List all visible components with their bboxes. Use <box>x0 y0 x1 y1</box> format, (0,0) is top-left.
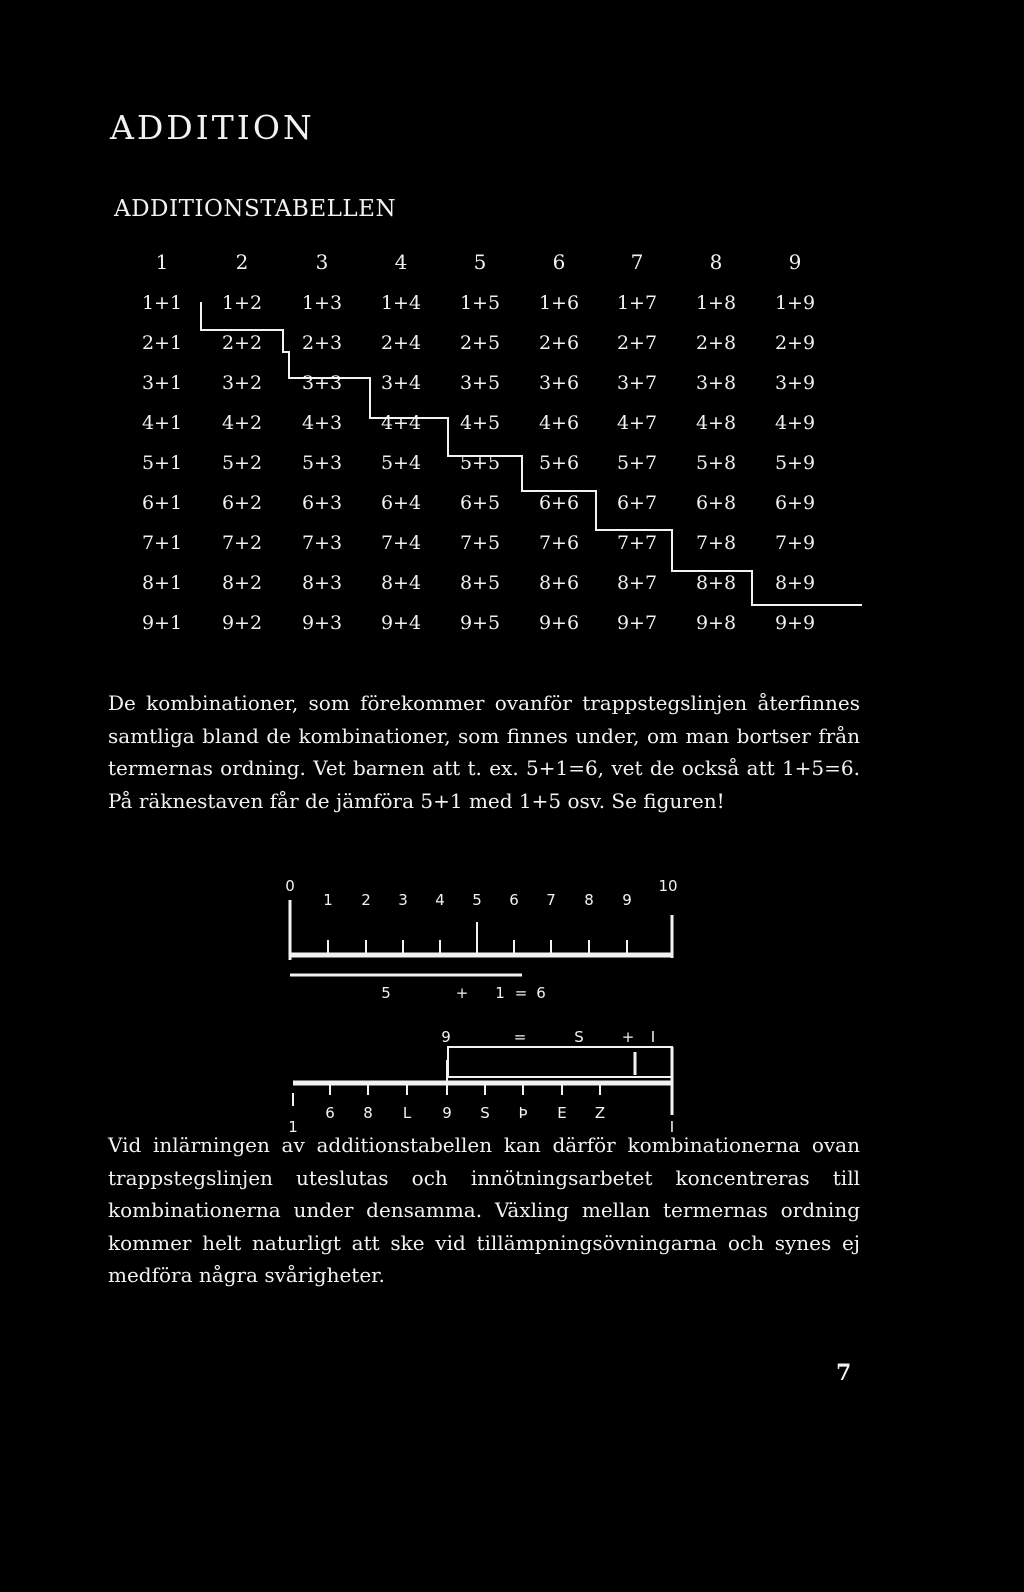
table-cell: 4+6 <box>538 412 580 434</box>
table-cell: 8+3 <box>301 572 343 594</box>
table-cell: 3+8 <box>695 372 737 394</box>
equation-term: 5 <box>381 984 391 1002</box>
table-cell: 9+3 <box>301 612 343 634</box>
table-cell: 8+9 <box>774 572 816 594</box>
rod-label: 9 <box>622 891 632 909</box>
table-cell: 9+5 <box>459 612 501 634</box>
column-header: 2 <box>235 250 249 274</box>
table-cell: 6+6 <box>538 492 580 514</box>
table-cell: 3+6 <box>538 372 580 394</box>
table-cell: 8+1 <box>141 572 183 594</box>
table-cell: 3+3 <box>301 372 343 394</box>
table-cell: 3+2 <box>221 372 263 394</box>
rod-label: 1 <box>323 891 333 909</box>
table-cell: 8+7 <box>616 572 658 594</box>
rod-label: 8 <box>363 1104 373 1122</box>
table-cell: 2+7 <box>616 332 658 354</box>
table-cell: 6+7 <box>616 492 658 514</box>
column-header: 8 <box>709 250 723 274</box>
column-header: 3 <box>315 250 329 274</box>
table-cell: 5+6 <box>538 452 580 474</box>
table-cell: 5+1 <box>141 452 183 474</box>
equation-term: 6 <box>536 984 546 1002</box>
rod-label: 2 <box>361 891 371 909</box>
table-cell: 6+9 <box>774 492 816 514</box>
table-cell: 6+3 <box>301 492 343 514</box>
table-cell: 3+7 <box>616 372 658 394</box>
equation-term: = <box>514 984 528 1002</box>
table-cell: 2+8 <box>695 332 737 354</box>
table-cell: 2+5 <box>459 332 501 354</box>
column-header: 9 <box>788 250 802 274</box>
table-cell: 9+7 <box>616 612 658 634</box>
rod-label: I <box>669 1118 675 1136</box>
table-cell: 6+4 <box>380 492 422 514</box>
table-cell: 5+9 <box>774 452 816 474</box>
table-cell: 1+1 <box>141 292 183 314</box>
table-cell: 7+2 <box>221 532 263 554</box>
table-cell: 6+1 <box>141 492 183 514</box>
rod-label: 7 <box>546 891 556 909</box>
rod-label: 6 <box>325 1104 335 1122</box>
table-cell: 9+4 <box>380 612 422 634</box>
rod-label: Z <box>594 1104 606 1122</box>
paragraph-conclusion: Vid inlärningen av additionstabellen kan därför kombinationerna ovan trappstegslinjen uteslutas och innötningsarbetet koncentreras till kombinationerna under densamma. Växling mellan termernas ordning kommer helt naturligt att ske vid tillämpningsövningarna och synes ej medföra några svårigheter. <box>108 1133 860 1287</box>
table-cell: 1+6 <box>538 292 580 314</box>
table-cell: 9+1 <box>141 612 183 634</box>
table-cell: 4+9 <box>774 412 816 434</box>
table-cell: 2+9 <box>774 332 816 354</box>
column-header: 5 <box>473 250 487 274</box>
rod-label: 10 <box>658 877 678 895</box>
table-cell: 7+3 <box>301 532 343 554</box>
table-cell: 8+6 <box>538 572 580 594</box>
rod-label: 0 <box>285 877 295 895</box>
equation-term: 1 <box>495 984 505 1002</box>
table-cell: 7+9 <box>774 532 816 554</box>
rod-label: 1 <box>288 1118 298 1136</box>
table-cell: 4+1 <box>141 412 183 434</box>
table-cell: 1+2 <box>221 292 263 314</box>
page-number: 7 <box>836 1360 852 1386</box>
equation-term: I <box>650 1028 656 1046</box>
table-cell: 7+4 <box>380 532 422 554</box>
column-header: 1 <box>155 250 169 274</box>
table-cell: 5+7 <box>616 452 658 474</box>
table-cell: 5+3 <box>301 452 343 474</box>
page-title: ADDITION <box>110 108 315 147</box>
rod-label: 8 <box>584 891 594 909</box>
column-header: 7 <box>630 250 644 274</box>
table-cell: 2+1 <box>141 332 183 354</box>
table-cell: 8+2 <box>221 572 263 594</box>
column-header: 4 <box>394 250 408 274</box>
table-cell: 7+5 <box>459 532 501 554</box>
table-cell: 7+1 <box>141 532 183 554</box>
table-cell: 5+5 <box>459 452 501 474</box>
table-cell: 5+4 <box>380 452 422 474</box>
rod-label: 9 <box>442 1104 452 1122</box>
table-cell: 4+8 <box>695 412 737 434</box>
table-cell: 1+9 <box>774 292 816 314</box>
table-cell: 3+1 <box>141 372 183 394</box>
section-subtitle: ADDITIONSTABELLEN <box>114 196 397 222</box>
rod-label: S <box>480 1104 490 1122</box>
table-cell: 1+5 <box>459 292 501 314</box>
table-cell: 9+9 <box>774 612 816 634</box>
table-cell: 6+8 <box>695 492 737 514</box>
table-cell: 1+8 <box>695 292 737 314</box>
table-cell: 7+6 <box>538 532 580 554</box>
table-cell: 4+5 <box>459 412 501 434</box>
table-cell: 2+2 <box>221 332 263 354</box>
rod-label: 3 <box>398 891 408 909</box>
rod-label: L <box>402 1104 412 1122</box>
table-cell: 3+9 <box>774 372 816 394</box>
equation-term: = <box>513 1028 527 1046</box>
rod-label: Þ <box>518 1104 528 1122</box>
table-cell: 5+8 <box>695 452 737 474</box>
rod-label: 5 <box>472 891 482 909</box>
rod-label: 6 <box>509 891 519 909</box>
table-cell: 7+7 <box>616 532 658 554</box>
table-cell: 6+2 <box>221 492 263 514</box>
table-cell: 2+4 <box>380 332 422 354</box>
table-cell: 6+5 <box>459 492 501 514</box>
table-cell: 9+8 <box>695 612 737 634</box>
rod-label: 4 <box>435 891 445 909</box>
table-cell: 1+4 <box>380 292 422 314</box>
table-cell: 2+6 <box>538 332 580 354</box>
rod-label: E <box>557 1104 567 1122</box>
table-cell: 1+7 <box>616 292 658 314</box>
table-cell: 4+7 <box>616 412 658 434</box>
upper-rod <box>290 900 672 975</box>
table-cell: 7+8 <box>695 532 737 554</box>
column-header: 6 <box>552 250 566 274</box>
table-cell: 1+3 <box>301 292 343 314</box>
table-cell: 8+8 <box>695 572 737 594</box>
paragraph-intro: De kombinationer, som förekommer ovanför trappstegslinjen återfinnes samtliga bland de kombinationer, som finnes under, om man bortser från termernas ordning. Vet barnen att t. ex. 5+1=6, vet de också att 1+5=6. På räknestaven får de jämföra 5+1 med 1+5 osv. Se figuren! <box>108 691 860 813</box>
table-cell: 4+4 <box>380 412 422 434</box>
table-cell: 3+5 <box>459 372 501 394</box>
table-cell: 2+3 <box>301 332 343 354</box>
equation-term: 9 <box>441 1028 451 1046</box>
table-cell: 8+4 <box>380 572 422 594</box>
table-cell: 4+3 <box>301 412 343 434</box>
table-cell: 5+2 <box>221 452 263 474</box>
equation-term: + <box>455 984 469 1002</box>
table-cell: 8+5 <box>459 572 501 594</box>
table-cell: 3+4 <box>380 372 422 394</box>
table-cell: 9+6 <box>538 612 580 634</box>
equation-term: + <box>621 1028 635 1046</box>
table-cell: 9+2 <box>221 612 263 634</box>
equation-term: S <box>574 1028 584 1046</box>
table-cell: 4+2 <box>221 412 263 434</box>
